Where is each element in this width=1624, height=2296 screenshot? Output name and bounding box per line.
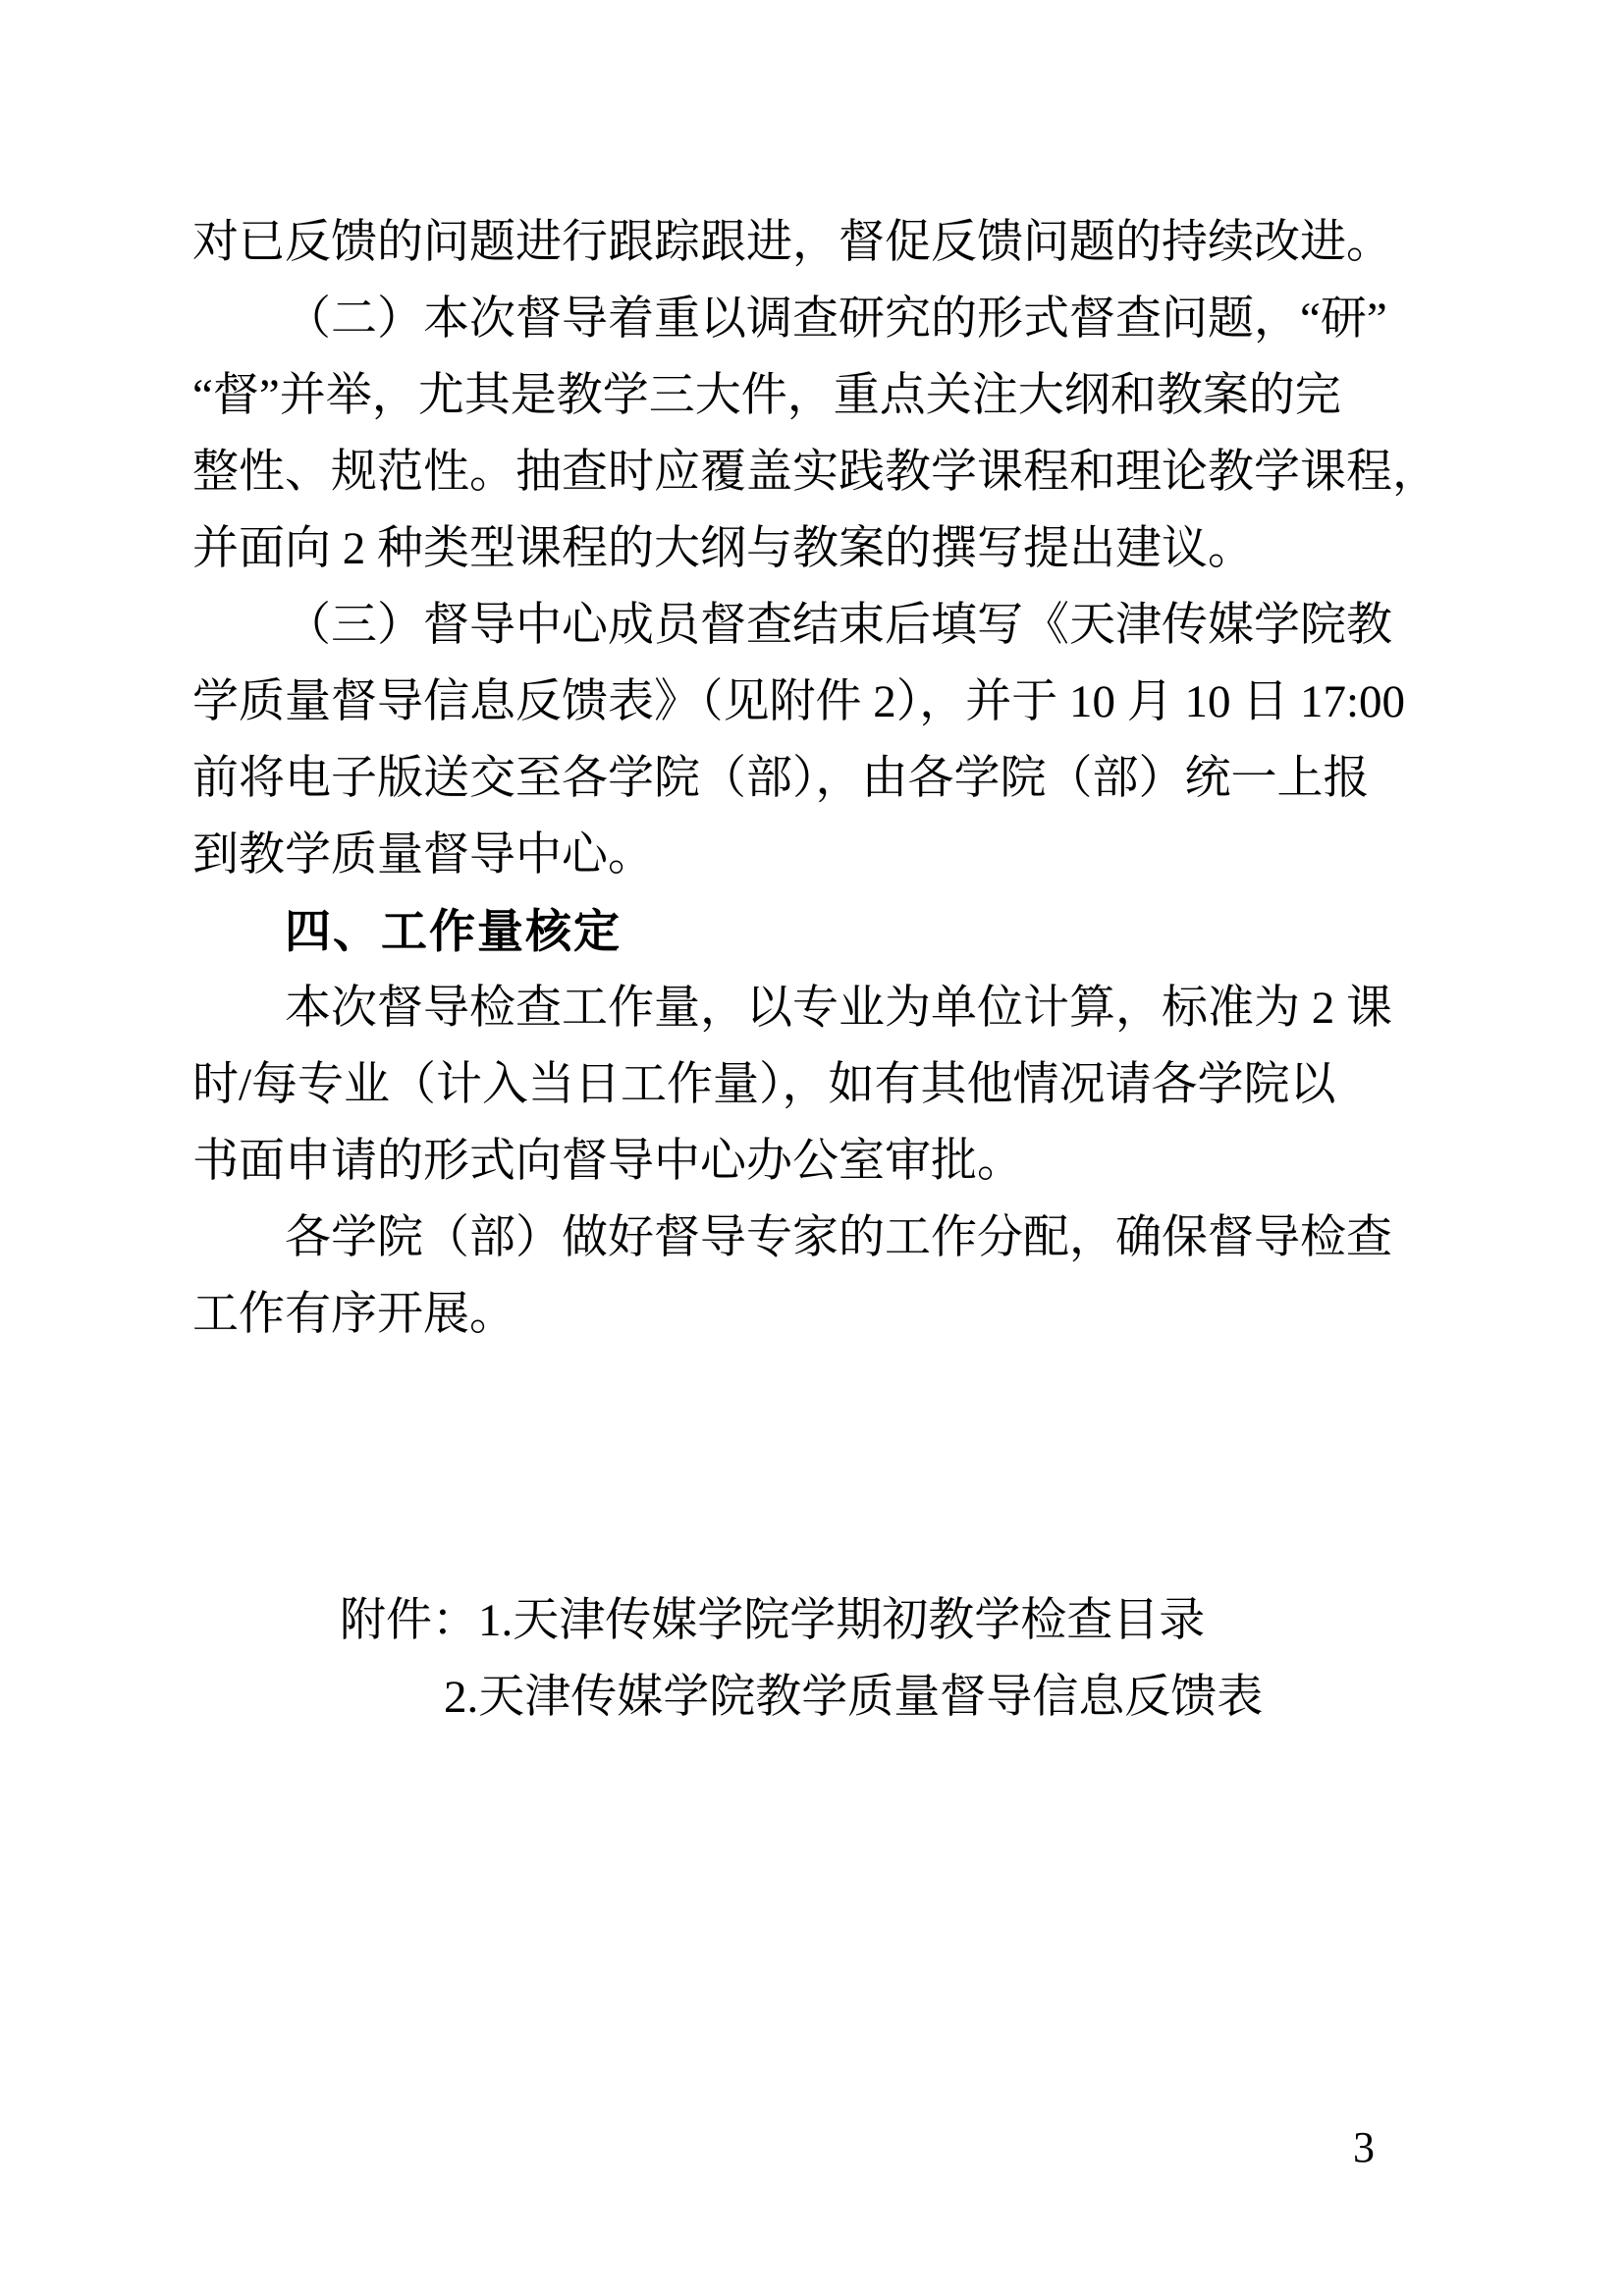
page-number: 3 — [1353, 2123, 1375, 2171]
body-line-paragraph-start: 各学院（部）做好督导专家的工作分配，确保督导检查 — [285, 1212, 1392, 1263]
body-line: 对已反馈的问题进行跟踪跟进，督促反馈问题的持续改进。 — [192, 217, 1392, 268]
body-line: 前将电子版送交至各学院（部），由各学院（部）统一上报 — [192, 753, 1370, 804]
body-line-section-3-start: （三）督导中心成员督查结束后填写《天津传媒学院教 — [285, 600, 1392, 651]
body-line: 并面向 2 种类型课程的大纲与教案的撰写提出建议。 — [192, 523, 1254, 574]
attachment-line-2 — [192, 1659, 1439, 1735]
attachments-block — [192, 1582, 1439, 1735]
body-line: 时/每专业（计入当日工作量），如有其他情况请各学院以 — [192, 1059, 1336, 1110]
body-line: 到教学质量督导中心。 — [192, 829, 654, 881]
body-line: “督”并举，尤其是教学三大件，重点关注大纲和教案的完 — [192, 370, 1341, 421]
body-line-section-2-start: （二）本次督导着重以调查研究的形式督查问题，“研” — [285, 294, 1387, 345]
attachment-line-1 — [192, 1582, 1439, 1659]
document-body — [192, 204, 1439, 1735]
attachment-item-2: 2.天津传媒学院教学质量督导信息反馈表 — [444, 1672, 1264, 1723]
body-line: 工作有序开展。 — [192, 1289, 515, 1340]
attachment-item-1: 1.天津传媒学院学期初教学检查目录 — [478, 1595, 1206, 1646]
body-line-paragraph-start: 本次督导检查工作量，以专业为单位计算，标准为 2 课 — [285, 983, 1392, 1034]
section-heading-workload: 四、工作量核定 — [285, 905, 622, 957]
attachments-label: 附件： — [340, 1595, 478, 1646]
body-line: 书面申请的形式向督导中心办公室审批。 — [192, 1136, 1023, 1187]
body-line: 整性、规范性。抽查时应覆盖实践教学课程和理论教学课程， — [192, 447, 1438, 498]
body-line: 学质量督导信息反馈表》（见附件 2），并于 10 月 10 日 17:00 — [192, 676, 1406, 727]
